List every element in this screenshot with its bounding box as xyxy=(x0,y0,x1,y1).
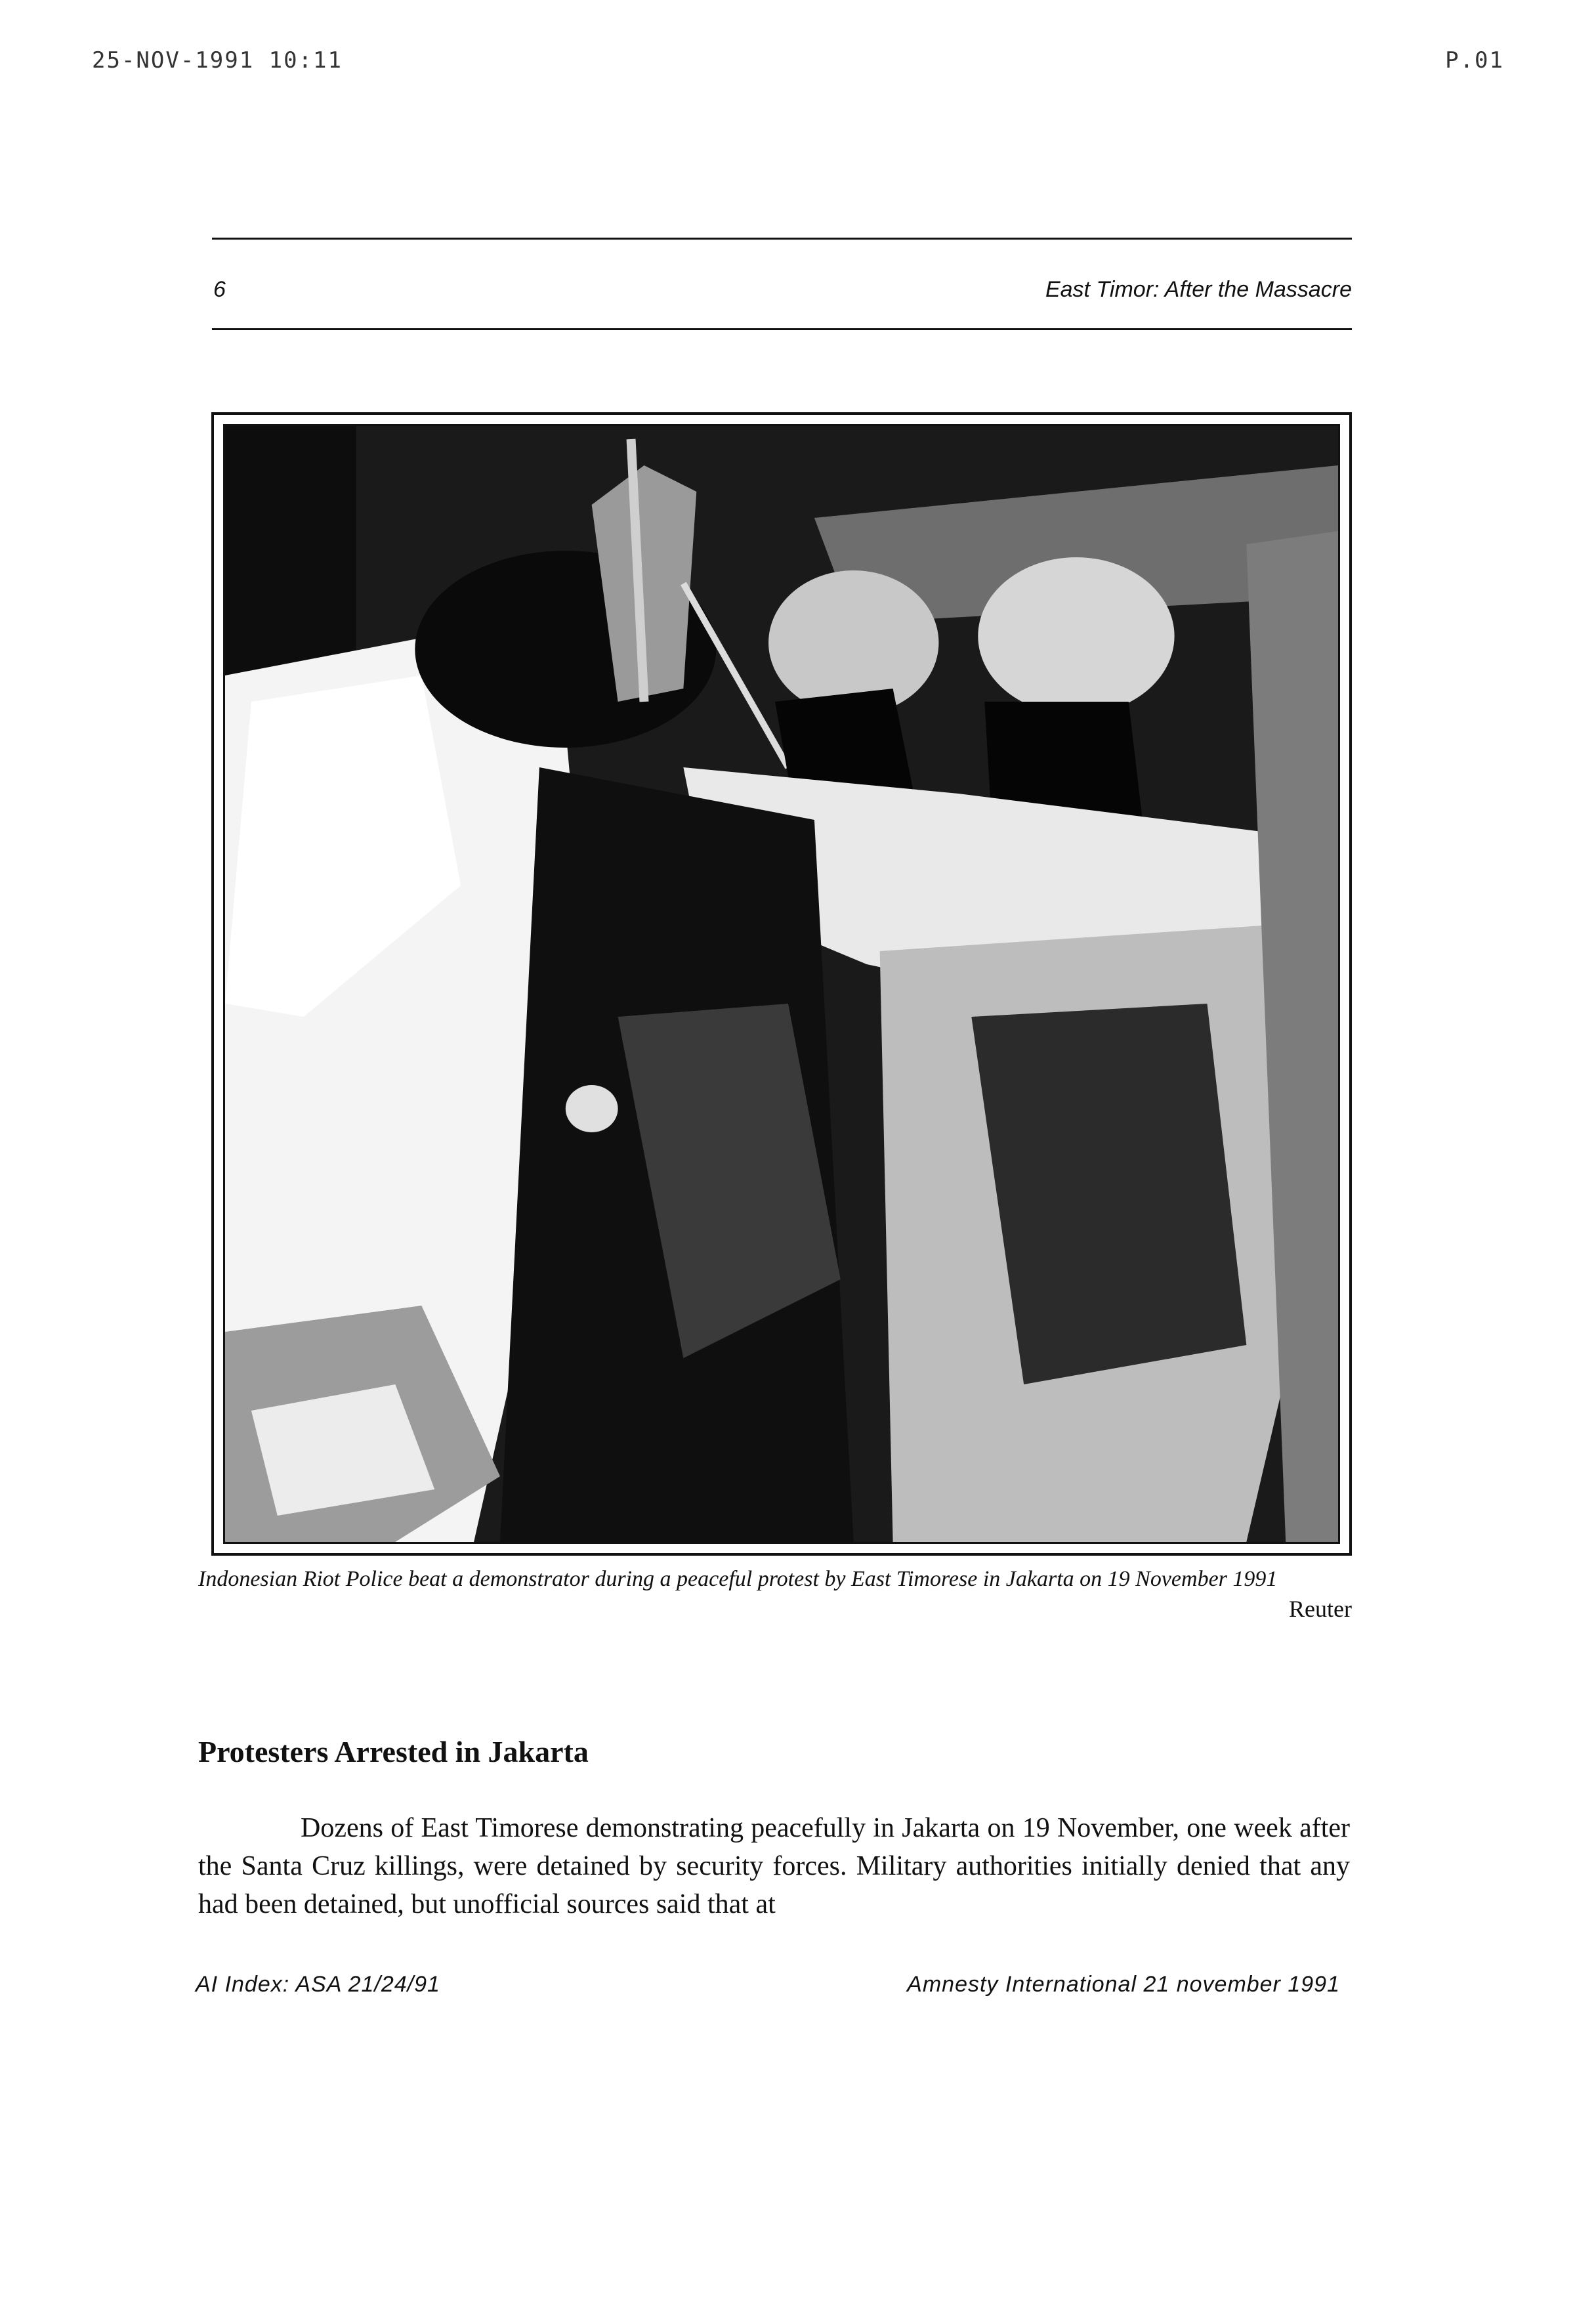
photo-credit: Reuter xyxy=(1289,1596,1352,1622)
photo-caption xyxy=(198,1564,1350,1595)
header-top-rule xyxy=(212,238,1352,240)
page-number: 6 xyxy=(213,277,226,302)
section-heading: Protesters Arrested in Jakarta xyxy=(198,1735,589,1768)
fax-datetime: 25-NOV-1991 10:11 xyxy=(92,47,343,74)
footer-index: AI Index: ASA 21/24/91 xyxy=(196,1972,440,1997)
photo-frame xyxy=(211,412,1352,1556)
fax-page-number: P.01 xyxy=(1445,47,1504,74)
footer-publisher: Amnesty International 21 november 1991 xyxy=(907,1972,1340,1997)
caption-text: Indonesian Riot Police beat a demonstrator during a peaceful protest by East Timorese in Jakarta on 19 November 1991 xyxy=(198,1567,1278,1591)
running-title: East Timor: After the Massacre xyxy=(1045,277,1352,302)
header-bottom-rule xyxy=(212,328,1352,330)
body-paragraph: Dozens of East Timorese demonstrating peacefully in Jakarta on 19 November, one week after the Santa Cruz killings, were detained by security forces. Military authorities initially denied that any had been detained, but unofficial sources said that at xyxy=(198,1813,1350,1919)
photo-image xyxy=(225,426,1338,1542)
news-photo xyxy=(223,424,1340,1544)
